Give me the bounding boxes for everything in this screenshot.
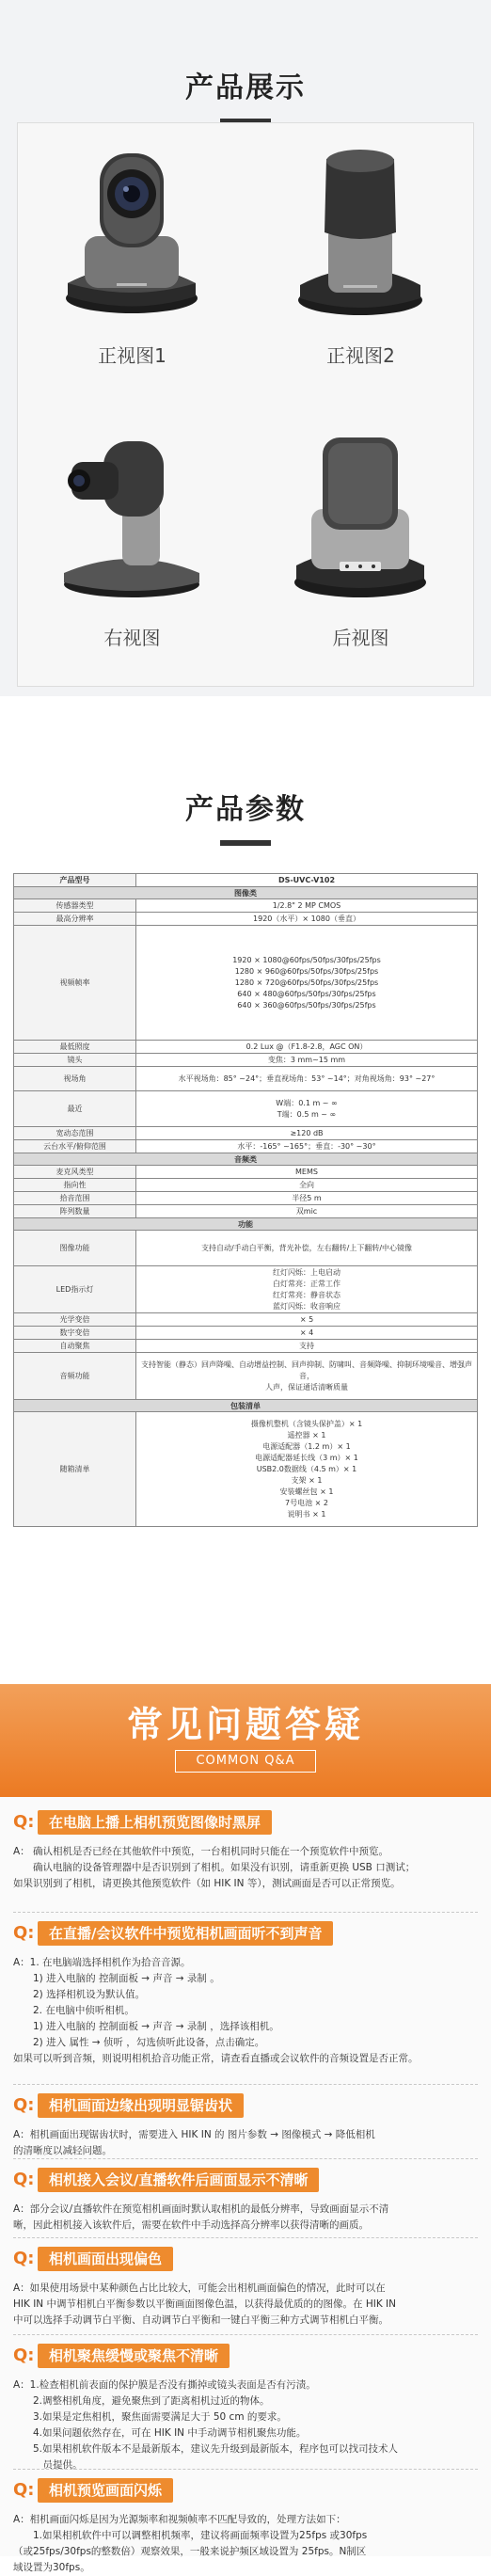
faq-item	[0, 1808, 491, 1892]
param-row	[14, 1313, 478, 1327]
param-value-line: 红灯常亮：静音状态	[273, 1290, 341, 1299]
param-value-line: USB2.0数据线（4.5 m）× 1	[256, 1464, 357, 1473]
faq-divider	[13, 1912, 478, 1913]
view-back	[246, 405, 475, 688]
answer-line: A： 确认相机是否已经在其他软件中预览，一台相机同时只能在一个预览软件中预览。	[13, 1846, 389, 1857]
param-value-line: 人声，保证通话清晰质量	[265, 1382, 348, 1391]
q-marker: Q:	[13, 2249, 35, 2268]
param-value-line: 电源适配器（1.2 m）× 1	[262, 1441, 351, 1451]
answer-line: A：1.检查相机前表面的保护膜是否没有撕掉或镜头表面是否有污渍。	[13, 2379, 316, 2391]
answer-line: 确认电脑的设备管理器中是否识别到了相机。如果没有识别，请重新更换 USB 口测试；	[13, 1862, 416, 1873]
faq-section	[0, 1684, 491, 2573]
param-value	[136, 1127, 478, 1140]
faq-question	[0, 2245, 491, 2273]
answer-line: 的清晰度以减轻问题。	[13, 2145, 112, 2156]
param-label: 最高分辨率	[14, 913, 136, 926]
param-value-line: × 5	[299, 1314, 314, 1324]
param-label: 视频帧率	[14, 926, 136, 1041]
param-value-line: MEMS	[295, 1167, 318, 1176]
param-value-line: 红灯闪烁：上电启动	[273, 1267, 341, 1277]
param-value-line: 1280 × 960@60fps/50fps/30fps/25fps	[234, 966, 379, 976]
param-label: 传感器类型	[14, 899, 136, 913]
param-value	[136, 1327, 478, 1340]
product-show-section	[0, 0, 491, 696]
answer-line: HIK IN 中调节相机白平衡参数以平衡画面图像色温，以获得最优质的的图像。在 HIK IN	[13, 2298, 397, 2310]
param-group-header	[14, 1218, 478, 1231]
answer-line: A：相机画面闪烁是因为光源频率和视频帧率不匹配导致的，处理方法如下：	[13, 2514, 346, 2525]
param-value-line: 说明书 × 1	[287, 1509, 326, 1519]
faq-answer	[13, 1955, 478, 2067]
view-caption: 正视图1	[98, 344, 166, 367]
q-marker: Q:	[13, 2345, 35, 2365]
param-label: 阵列数量	[14, 1205, 136, 1218]
param-value	[136, 899, 478, 913]
answer-line: A：相机画面出现锯齿状时，需要进入 HIK IN 的 图片参数 → 图像模式 → 降低相机	[13, 2129, 375, 2140]
param-row	[14, 1353, 478, 1400]
faq-question	[0, 2476, 491, 2504]
param-value-line: 1920 × 1080@60fps/50fps/30fps/25fps	[232, 955, 381, 964]
faq-answer	[13, 2202, 478, 2234]
faq-answer	[13, 2377, 478, 2473]
param-value	[136, 1192, 478, 1205]
param-value-line: W端：0.1 m ~ ∞	[276, 1098, 338, 1107]
param-value	[136, 1340, 478, 1353]
answer-line: 2) 进入 属性 → 侦听 ，勾选侦听此设备，点击确定。	[13, 2037, 265, 2048]
camera-front-angle-image	[285, 142, 436, 321]
param-row	[14, 926, 478, 1041]
param-label: LED指示灯	[14, 1266, 136, 1313]
answer-line: 2) 选择相机设为默认值。	[13, 1989, 146, 2000]
param-label: 数字变倍	[14, 1327, 136, 1340]
param-value	[136, 1091, 478, 1127]
answer-line: （或25fps/30fps的整数倍）观察效果，一般来说护频区域设置为 25fps。N制区	[13, 2546, 367, 2557]
answer-line: A：如果使用场景中某种颜色占比比较大，可能会出相机画面偏色的情况，此时可以在	[13, 2282, 386, 2294]
param-value-line: 双mic	[295, 1206, 318, 1216]
param-value-line: 1/2.8" 2 MP CMOS	[272, 900, 341, 910]
view-caption: 正视图2	[326, 344, 395, 367]
answer-line: 4.如果问题依然存在，可在 HIK IN 中手动调节相机聚焦功能。	[13, 2427, 307, 2439]
param-value-line: 1280 × 720@60fps/50fps/30fps/25fps	[234, 978, 379, 987]
param-row	[14, 913, 478, 926]
param-row	[14, 1327, 478, 1340]
answer-line: A：1. 在电脑端选择相机作为拾音音源。	[13, 1957, 191, 1968]
question-text: 在直播/会议软件中预览相机画面听不到声音	[38, 1921, 333, 1946]
faq-title: 常见问题答疑	[126, 1704, 364, 1745]
param-group-label: 音频类	[14, 1153, 478, 1166]
question-text: 相机聚焦缓慢或聚焦不清晰	[38, 2344, 230, 2368]
answer-line: 域设置为30fps。	[13, 2562, 90, 2573]
param-label: 最低照度	[14, 1041, 136, 1054]
param-value-line: ≥120 dB	[290, 1128, 324, 1137]
param-value-line: 支持自动/手动白平衡，背光补偿，左右翻转/上下翻转/中心镜像	[200, 1243, 413, 1252]
title-underline	[220, 840, 271, 846]
param-label: 云台水平/俯仰范围	[14, 1140, 136, 1153]
param-group-header	[14, 887, 478, 899]
view-right	[18, 405, 246, 688]
question-text: 相机预览画面闪烁	[38, 2478, 173, 2503]
param-group-label: 功能	[14, 1218, 478, 1231]
answer-line: 如果识别到了相机，请更换其他预览软件（如 HIK IN 等），测试画面是否可以正常预览。	[13, 1878, 401, 1889]
answer-line: 晰，因此相机接入该软件后，需要在软件中手动选择高分辨率以获得清晰的画质。	[13, 2219, 369, 2231]
faq-question	[0, 1808, 491, 1837]
view-caption: 右视图	[103, 627, 161, 649]
param-label: 拾音范围	[14, 1192, 136, 1205]
param-row	[14, 1205, 478, 1218]
param-value-line: 白灯常亮：正常工作	[273, 1279, 341, 1288]
param-row	[14, 1192, 478, 1205]
param-row	[14, 899, 478, 913]
product-params-title: 产品参数	[185, 793, 306, 826]
param-label: 宽动态范围	[14, 1127, 136, 1140]
param-value	[136, 1266, 478, 1313]
param-value-line: 7号电池 × 2	[285, 1498, 328, 1507]
param-row	[14, 1166, 478, 1179]
param-group-header	[14, 1400, 478, 1412]
param-value-line: 安装螺丝包 × 1	[279, 1487, 334, 1496]
answer-line: 员提供。	[13, 2459, 83, 2471]
param-value-line: 1920（水平）× 1080（垂直）	[253, 914, 360, 923]
q-marker: Q:	[13, 1923, 35, 1943]
param-value-line: 摄像机整机（含镜头保护盖）× 1	[250, 1419, 363, 1428]
param-value	[136, 1412, 478, 1527]
param-value	[136, 1205, 478, 1218]
faq-banner	[0, 1684, 491, 1797]
answer-line: 2.调整相机角度，避免聚焦到了距离相机过近的物体。	[13, 2395, 270, 2407]
param-row-model	[14, 874, 478, 887]
param-row	[14, 1179, 478, 1192]
param-value-line: 电源适配器延长线（3 m）× 1	[255, 1453, 358, 1462]
faq-answer	[13, 2281, 478, 2329]
q-marker: Q:	[13, 2095, 35, 2115]
param-value-line: 支架 × 1	[291, 1475, 323, 1485]
param-row	[14, 1041, 478, 1054]
param-value-line: 水平：-165° ~165°；垂直：-30° ~30°	[237, 1141, 376, 1151]
faq-answer	[13, 2127, 478, 2159]
params-table	[13, 873, 478, 1527]
param-row	[14, 1340, 478, 1353]
param-value-line: 640 × 480@60fps/50fps/30fps/25fps	[237, 989, 376, 998]
param-value	[136, 1041, 478, 1054]
param-label: 光学变倍	[14, 1313, 136, 1327]
answer-line: 3.如果是定焦相机，聚焦面需要满足大于 50 cm 的要求。	[13, 2411, 287, 2423]
answer-line: 1) 进入电脑的 控制面板 → 声音 → 录制 。	[13, 1973, 220, 1984]
answer-line: 如果可以听到音频，则说明相机拾音功能正常，请查看直播或会议软件的音频设置是否正常。	[13, 2053, 419, 2064]
faq-question	[0, 2342, 491, 2370]
param-value	[136, 926, 478, 1041]
param-value-line: T端：0.5 m ~ ∞	[277, 1109, 337, 1119]
faq-item	[0, 2091, 491, 2159]
param-value: DS-UVC-V102	[136, 874, 478, 887]
param-value-line: 支持智能（静态）回声降噪、自动增益控制、回声抑制、防啸叫、音频降噪、抑制环境噪音、增强声音，	[141, 1360, 472, 1380]
faq-question	[0, 2166, 491, 2194]
param-value-line: 640 × 360@60fps/50fps/30fps/25fps	[237, 1000, 376, 1010]
param-value-line: × 4	[299, 1328, 314, 1337]
faq-question	[0, 1919, 491, 1948]
camera-front-image	[56, 142, 207, 321]
answer-line: 2. 在电脑中侦听相机。	[13, 2005, 135, 2016]
param-value	[136, 1179, 478, 1192]
faq-answer	[13, 2512, 478, 2576]
param-row	[14, 1140, 478, 1153]
param-value	[136, 1140, 478, 1153]
param-row	[14, 1127, 478, 1140]
faq-divider	[13, 2084, 478, 2085]
param-group-header	[14, 1153, 478, 1166]
param-value-line: 全向	[299, 1180, 314, 1189]
param-group-label: 包装清单	[14, 1400, 478, 1412]
param-row	[14, 1231, 478, 1266]
faq-item	[0, 1919, 491, 2067]
param-label: 图像功能	[14, 1231, 136, 1266]
param-value-line: 支持	[299, 1341, 314, 1350]
answer-line: 中可以选择手动调节白平衡、自动调节白平衡和一键白平衡三种方式调节相机白平衡。	[13, 2314, 388, 2326]
q-marker: Q:	[13, 1812, 35, 1832]
param-value	[136, 1166, 478, 1179]
faq-divider	[13, 2158, 478, 2159]
faq-item	[0, 2476, 491, 2576]
faq-item	[0, 2245, 491, 2329]
param-group-label: 图像类	[14, 887, 478, 899]
camera-right-image	[56, 424, 207, 603]
param-value-line: 变焦：3 mm~15 mm	[267, 1055, 346, 1064]
question-text: 在电脑上播上相机预览图像时黑屏	[38, 1810, 272, 1835]
answer-line: A：部分会议/直播软件在预览相机画面时默认取相机的最低分辨率，导致画面显示不清	[13, 2203, 389, 2215]
faq-subtitle: COMMON Q&A	[175, 1750, 316, 1773]
question-text: 相机画面边缘出现明显锯齿状	[38, 2093, 244, 2118]
q-marker: Q:	[13, 2480, 35, 2500]
param-value	[136, 913, 478, 926]
param-label: 音频功能	[14, 1353, 136, 1400]
faq-item	[0, 2166, 491, 2234]
param-label: 产品型号	[14, 874, 136, 887]
param-value-line: 水平视场角：85° ~24°；垂直视场角：53° ~14°；对角视场角：93° ~27°	[178, 1073, 436, 1083]
param-value-line: 蓝灯闪烁：收音响应	[273, 1301, 341, 1311]
faq-item	[0, 2342, 491, 2473]
param-row	[14, 1412, 478, 1527]
faq-divider	[13, 2469, 478, 2470]
param-label: 视场角	[14, 1067, 136, 1091]
param-label: 最近	[14, 1091, 136, 1127]
param-label: 麦克风类型	[14, 1166, 136, 1179]
view-caption: 后视图	[332, 627, 389, 649]
faq-divider	[13, 2237, 478, 2238]
answer-line: 5.如果相机软件版本不是最新版本，建议先升级到最新版本，程序包可以找司技术人	[13, 2443, 399, 2455]
param-label: 指向性	[14, 1179, 136, 1192]
product-params-section	[0, 696, 491, 1684]
param-label: 随箱清单	[14, 1412, 136, 1527]
param-row	[14, 1054, 478, 1067]
param-value-line: 遥控器 × 1	[287, 1430, 326, 1439]
view-front-2	[246, 123, 475, 405]
product-views-panel	[17, 122, 474, 687]
param-value-line: 0.2 Lux @（F1.8-2.8，AGC ON）	[246, 1042, 368, 1051]
q-marker: Q:	[13, 2170, 35, 2189]
answer-line: 1) 进入电脑的 控制面板 → 声音 → 录制 ，选择该相机。	[13, 2021, 279, 2032]
product-show-title: 产品展示	[185, 72, 306, 104]
param-value	[136, 1313, 478, 1327]
faq-question	[0, 2091, 491, 2120]
param-row	[14, 1067, 478, 1091]
param-value-line: 半径5 m	[292, 1193, 322, 1202]
param-value	[136, 1231, 478, 1266]
question-text: 相机接入会议/直播软件后画面显示不清晰	[38, 2168, 319, 2192]
view-front-1	[18, 123, 246, 405]
param-value	[136, 1353, 478, 1400]
faq-answer	[13, 1844, 478, 1892]
faq-divider	[13, 2334, 478, 2335]
param-label: 镜头	[14, 1054, 136, 1067]
question-text: 相机画面出现偏色	[38, 2247, 173, 2271]
param-label: 自动聚焦	[14, 1340, 136, 1353]
camera-back-image	[285, 424, 436, 603]
param-row	[14, 1266, 478, 1313]
param-value	[136, 1054, 478, 1067]
answer-line: 1.如果相机软件中可以调整相机频率，建议将画面频率设置为25fps 或30fps	[13, 2530, 368, 2541]
param-row	[14, 1091, 478, 1127]
param-value	[136, 1067, 478, 1091]
